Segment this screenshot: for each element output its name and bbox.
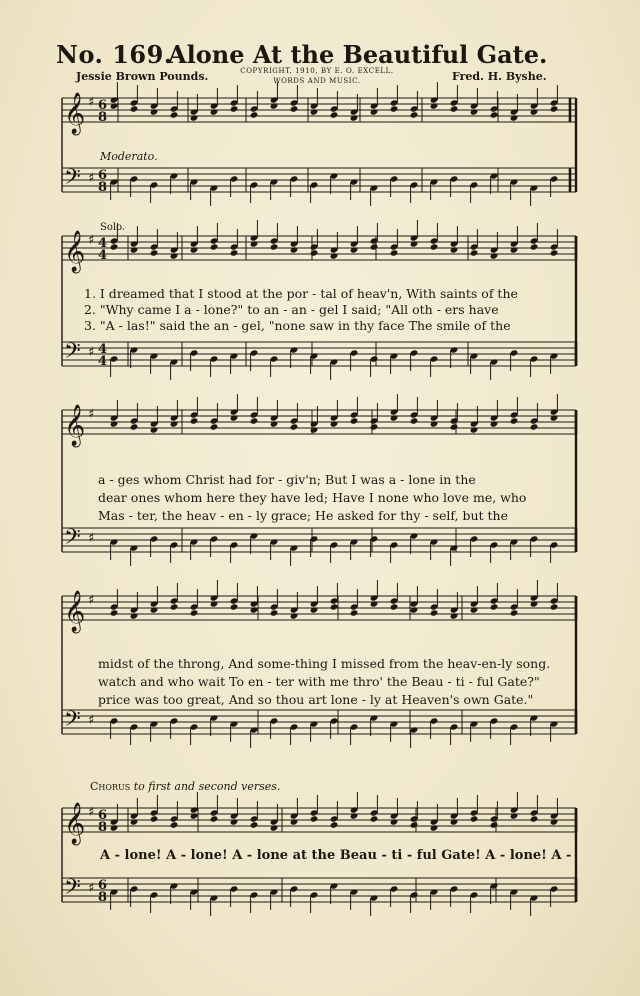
- verse-line: midst of the throng, And some-thing I missed from the heav-en-ly song.: [98, 656, 551, 671]
- note-head: [370, 243, 379, 250]
- sharp-sign: ♯: [88, 593, 95, 608]
- bass-clef: 𝄢: [64, 707, 81, 737]
- note-head: [130, 105, 139, 112]
- time-signature: 4: [98, 342, 108, 357]
- note-head: [470, 249, 479, 256]
- note-head: [130, 612, 139, 619]
- note-head: [250, 821, 259, 828]
- note-head: [210, 815, 219, 822]
- note-head: [250, 111, 259, 118]
- verse-line: 1. I dreamed that I stood at the por - tal of heav'n, With saints of the: [84, 286, 518, 301]
- note-head: [450, 105, 459, 112]
- chorus-instruction: to first and second verses.: [133, 780, 281, 793]
- sharp-sign: ♯: [88, 407, 95, 422]
- note-head: [390, 414, 399, 421]
- note-head: [170, 420, 179, 427]
- note-head: [510, 114, 519, 121]
- bass-clef: 𝄢: [64, 165, 81, 195]
- note-head: [550, 818, 559, 825]
- note-head: [430, 609, 439, 616]
- note-head: [310, 606, 319, 613]
- note-head: [470, 108, 479, 115]
- note-head: [510, 812, 519, 819]
- note-head: [110, 420, 119, 427]
- note-head: [410, 240, 419, 247]
- note-head: [230, 603, 239, 610]
- verse-line: price was too great, And so thou art lone - ly at Heaven's own Gate.": [98, 692, 534, 707]
- note-head: [210, 243, 219, 250]
- note-head: [310, 815, 319, 822]
- lyricist-credit: Jessie Brown Pounds.: [76, 70, 209, 83]
- note-head: [170, 821, 179, 828]
- note-head: [390, 818, 399, 825]
- hymn-title: Alone At the Beautiful Gate.: [168, 40, 548, 69]
- time-signature: 8: [98, 110, 108, 125]
- note-head: [230, 105, 239, 112]
- note-head: [310, 249, 319, 256]
- note-head: [110, 243, 119, 250]
- note-head: [190, 609, 199, 616]
- note-head: [430, 243, 439, 250]
- note-head: [370, 815, 379, 822]
- note-head: [450, 612, 459, 619]
- chorus-lyric: A - lone! A - lone! A - lone at the Beau - ti - ful Gate! A - lone! A -: [100, 848, 572, 863]
- treble-clef: 𝄞: [64, 231, 86, 272]
- note-head: [330, 603, 339, 610]
- note-head: [390, 603, 399, 610]
- sharp-sign: ♯: [88, 95, 95, 110]
- note-head: [470, 606, 479, 613]
- note-head: [130, 818, 139, 825]
- note-head: [490, 420, 499, 427]
- note-head: [290, 105, 299, 112]
- note-head: [410, 417, 419, 424]
- note-head: [370, 423, 379, 430]
- note-head: [130, 423, 139, 430]
- time-signature: 6: [98, 98, 108, 113]
- note-head: [110, 824, 119, 831]
- note-head: [470, 426, 479, 433]
- note-head: [350, 812, 359, 819]
- note-head: [290, 612, 299, 619]
- note-head: [210, 108, 219, 115]
- verse-line: watch and who wait To en - ter with me thro' the Beau - ti - ful Gate?": [98, 674, 540, 689]
- note-head: [530, 600, 539, 607]
- bass-clef: 𝄢: [64, 525, 81, 555]
- note-head: [550, 603, 559, 610]
- treble-clef: 𝄞: [64, 591, 86, 632]
- note-head: [290, 423, 299, 430]
- note-head: [190, 114, 199, 121]
- note-head: [510, 609, 519, 616]
- note-head: [370, 108, 379, 115]
- note-head: [130, 246, 139, 253]
- note-head: [110, 609, 119, 616]
- note-head: [330, 420, 339, 427]
- note-head: [430, 824, 439, 831]
- note-head: [230, 414, 239, 421]
- treble-clef: 𝄞: [64, 93, 86, 134]
- note-head: [430, 102, 439, 109]
- chorus-label: Chorus: [90, 780, 131, 793]
- verse-line: 3. "A - las!" said the an - gel, "none saw in thy face The smile of the: [84, 318, 511, 333]
- note-head: [490, 603, 499, 610]
- note-head: [210, 600, 219, 607]
- time-signature: 8: [98, 180, 108, 195]
- bass-clef: 𝄢: [64, 875, 81, 905]
- treble-clef: 𝄞: [64, 803, 86, 844]
- note-head: [270, 102, 279, 109]
- note-head: [350, 417, 359, 424]
- note-head: [390, 249, 399, 256]
- note-head: [290, 818, 299, 825]
- note-head: [450, 818, 459, 825]
- note-head: [310, 108, 319, 115]
- verse-line: dear ones whom here they have led; Have I none who love me, who: [98, 490, 527, 505]
- note-head: [370, 600, 379, 607]
- note-head: [530, 423, 539, 430]
- time-signature: 6: [98, 878, 108, 893]
- chorus-marking: [90, 780, 280, 793]
- note-head: [550, 105, 559, 112]
- note-head: [150, 249, 159, 256]
- note-head: [350, 246, 359, 253]
- time-signature: 4: [98, 248, 108, 263]
- sharp-sign: ♯: [88, 881, 95, 896]
- note-head: [490, 252, 499, 259]
- note-head: [470, 815, 479, 822]
- note-head: [170, 111, 179, 118]
- note-head: [490, 111, 499, 118]
- note-head: [450, 246, 459, 253]
- note-head: [530, 243, 539, 250]
- copyright-line: WORDS AND MUSIC.: [273, 77, 361, 85]
- note-head: [510, 246, 519, 253]
- solo-marking: Solo.: [100, 222, 126, 233]
- note-head: [190, 417, 199, 424]
- note-head: [150, 108, 159, 115]
- sharp-sign: ♯: [88, 345, 95, 360]
- note-head: [510, 417, 519, 424]
- note-head: [530, 108, 539, 115]
- note-head: [210, 423, 219, 430]
- time-signature: 6: [98, 168, 108, 183]
- note-head: [330, 821, 339, 828]
- time-signature: 8: [98, 890, 108, 905]
- treble-clef: 𝄞: [64, 405, 86, 446]
- time-signature: 6: [98, 808, 108, 823]
- note-head: [350, 609, 359, 616]
- composer-credit: Fred. H. Byshe.: [452, 70, 547, 83]
- verse-line: a - ges whom Christ had for - giv'n; But I was a - lone in the: [98, 472, 476, 487]
- sharp-sign: ♯: [88, 233, 95, 248]
- note-head: [170, 252, 179, 259]
- note-head: [190, 246, 199, 253]
- tempo-marking: Moderato.: [100, 150, 158, 163]
- note-head: [150, 606, 159, 613]
- note-head: [490, 821, 499, 828]
- note-head: [270, 420, 279, 427]
- sharp-sign: ♯: [88, 171, 95, 186]
- sharp-sign: ♯: [88, 713, 95, 728]
- note-head: [250, 240, 259, 247]
- time-signature: 4: [98, 354, 108, 369]
- note-head: [150, 426, 159, 433]
- note-head: [550, 249, 559, 256]
- note-head: [110, 102, 119, 109]
- note-head: [250, 417, 259, 424]
- note-head: [410, 821, 419, 828]
- note-head: [430, 420, 439, 427]
- time-signature: 4: [98, 236, 108, 251]
- time-signature: 8: [98, 820, 108, 835]
- note-head: [270, 609, 279, 616]
- note-head: [530, 815, 539, 822]
- verse-line: 2. "Why came I a - lone?" to an - an - gel I said; "All oth - ers have: [84, 302, 499, 317]
- note-head: [150, 815, 159, 822]
- note-head: [550, 414, 559, 421]
- verse-line: Mas - ter, the heav - en - ly grace; He asked for thy - self, but the: [98, 508, 508, 523]
- note-head: [190, 812, 199, 819]
- note-head: [410, 111, 419, 118]
- note-head: [410, 606, 419, 613]
- note-head: [310, 426, 319, 433]
- note-head: [330, 252, 339, 259]
- note-head: [230, 249, 239, 256]
- sharp-sign: ♯: [88, 805, 95, 820]
- note-head: [250, 606, 259, 613]
- sharp-sign: ♯: [88, 531, 95, 546]
- bass-clef: 𝄢: [64, 339, 81, 369]
- note-head: [230, 818, 239, 825]
- copyright-line: COPYRIGHT, 1910, BY E. O. EXCELL.: [240, 67, 394, 75]
- note-head: [170, 603, 179, 610]
- hymn-number: No. 169.: [56, 40, 173, 69]
- note-head: [290, 246, 299, 253]
- note-head: [270, 243, 279, 250]
- note-head: [390, 105, 399, 112]
- note-head: [450, 423, 459, 430]
- note-head: [270, 824, 279, 831]
- note-head: [350, 114, 359, 121]
- note-head: [330, 111, 339, 118]
